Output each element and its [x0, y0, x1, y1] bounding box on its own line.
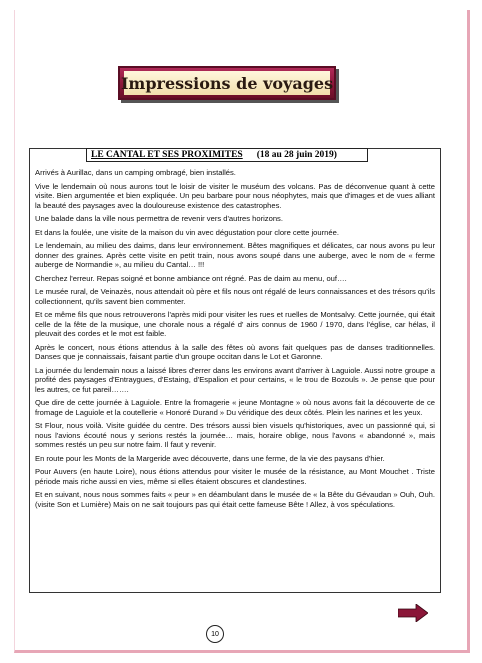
title-banner	[118, 66, 336, 100]
article-heading	[86, 148, 368, 162]
paragraph: Vive le lendemain où nous aurons tout le loisir de visiter le muséum des volcans. Pas de déconvenue quant à cette visite. Bien argumentée et bien expliquée. Un peu barbare pour nous néophytes, mais que d'images et de vues alliant la beauté des paysages avec la douloureuse existence des catastrophes.	[35, 181, 435, 210]
paragraph: La journée du lendemain nous a laissé libres d'errer dans les environs avant d'arriver à Laguiole. Aussi notre groupe a profité des paysages d'Entraygues, d'Estaing, d'Espalion et pour certains, « le trou de Bozouls ». Je pense que pour les autres, ce fut pareil…….	[35, 365, 435, 394]
page-number: 10	[206, 625, 224, 643]
article-heading-title: LE CANTAL ET SES PROXIMITES	[91, 150, 243, 160]
paragraph: Après le concert, nous étions attendus à la salle des fêtes où avons fait quelques pas de danses traditionnelles. Danses que je connaissais, faisant partie d'un groupe occitan dans le Lot et Garonne.	[35, 342, 435, 361]
paragraph: Et ce même fils que nous retrouverons l'après midi pour visiter les rues et ruelles de Montsalvy. Cette journée, qui était celle de la fête de la musique, une chorale nous a régalé d' airs connus de 1960 / 1970, dans l'église, car hélas, il pleuvait des cordes et le mot est faible.	[35, 310, 435, 338]
article-heading-dates: (18 au 28 juin 2019)	[256, 150, 337, 160]
paragraph: Arrivés à Aurillac, dans un camping ombragé, bien installés.	[35, 168, 236, 177]
paragraph: St Flour, nous voilà. Visite guidée du centre. Des trésors aussi bien visuels qu'historiques, avec un passionné qui, si nous l'avions écouté nous y serions restés la journée… mais, horaire oblige, nous l'avons « abandonné », mais sommes restés un peu sur notre faim. Il faut y revenir.	[35, 421, 435, 449]
paragraph: Le musée rural, de Veinazès, nous attendait où père et fils nous ont régalé de leurs connaissances et des trésors qu'ils collectionnent, qu'ils savent bien commenter.	[35, 287, 435, 306]
paragraph: Pour Auvers (en haute Loire), nous étions attendus pour visiter le musée de la résistance, au Mont Mouchet . Triste période mais riche aussi en vies, même si elles étaient obscures et clandestines.	[35, 467, 435, 486]
paragraph: Le lendemain, au milieu des daims, dans leur environnement. Bêtes magnifiques et délicates, car nous avons pu leur donner des graines. Après cette visite en petit train, nous avons soupé dans une auberge, avec le nom de « ferme auberge de Normandie », au milieu du Cantal… !!!	[35, 241, 435, 269]
article-body	[35, 168, 435, 513]
paragraph: Et dans la foulée, une visite de la maison du vin avec dégustation pour clore cette journée.	[35, 227, 339, 237]
paragraph: Et en suivant, nous nous sommes faits « peur » en déambulant dans le musée de « la Bête du Gévaudan » Ouh, Ouh. (visite Son et Lumière) Mais on ne sait toujours pas qui était cette fameuse Bête ! Allez, à vos spéculations.	[35, 490, 435, 509]
page-title: Impressions de voyages	[120, 73, 334, 93]
title-banner-inner	[120, 71, 334, 95]
paragraph: Que dire de cette journée à Laguiole. Entre la fromagerie « jeune Montagne » où nous avons fait la découverte de ce fromage de Laguiole et la coutellerie « Honoré Durand » Du véridique des deux côtés. Plein les narines et les yeux.	[35, 398, 435, 417]
paragraph: Une balade dans la ville nous permettra de revenir vers d'autres horizons.	[35, 214, 283, 223]
paragraph: Cherchez l'erreur. Repas soigné et bonne ambiance ont régné. Pas de daim au menu, ouf….	[35, 273, 347, 283]
next-page-arrow-icon[interactable]	[398, 604, 428, 622]
paragraph: En route pour les Monts de la Margeride avec découverte, dans une ferme, de la vie des paysans d'hier.	[35, 453, 385, 463]
